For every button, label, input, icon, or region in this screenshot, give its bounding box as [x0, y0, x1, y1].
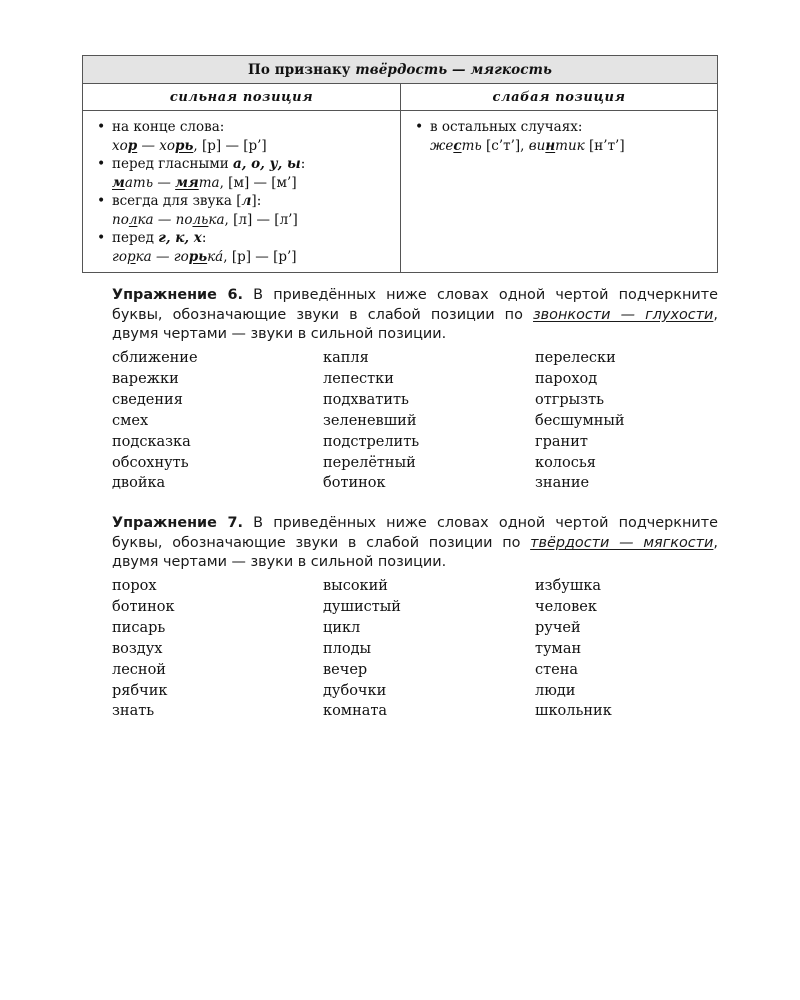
- exercise-7-word-list: [112, 576, 718, 722]
- exercise-6-word: лепестки: [323, 370, 394, 387]
- weak-position-item-label: в остальных случаях:: [430, 119, 583, 135]
- exercise-7-word: туман: [535, 640, 582, 657]
- weak-position-example-part: с: [453, 137, 462, 154]
- strong-position-example-part: ка — по: [137, 211, 193, 228]
- weak-position-example-part: ть: [461, 137, 482, 154]
- strong-position-item-label: [112, 156, 305, 172]
- exercise-6-word: пароход: [535, 370, 598, 387]
- weak-position-item-example: [430, 137, 709, 156]
- strong-position-example-part: , [м] — [м’]: [219, 174, 297, 191]
- exercise-7-word: дубочки: [323, 682, 387, 699]
- exercise-6-word: зеленевший: [323, 412, 417, 429]
- strong-position-example-part: , [р] — [р’]: [193, 137, 267, 154]
- strong-position-item: [97, 229, 392, 266]
- exercise-7-word: избушка: [535, 578, 602, 594]
- weak-position-item: [415, 118, 709, 155]
- strong-position-example-part: рь: [175, 137, 194, 154]
- weak-position-example-part: тик: [555, 137, 585, 154]
- strong-position-label-part: перед гласными: [112, 156, 234, 172]
- exercise-7-word: плоды: [323, 640, 372, 657]
- strong-position-label-part: а, о, у, ы: [233, 156, 301, 172]
- weak-position-example-part: же: [430, 137, 454, 154]
- exercise-6-word: перелётный: [323, 454, 416, 471]
- exercise-7-word: школьник: [535, 703, 612, 720]
- exercise-6-word: двойка: [112, 475, 166, 492]
- exercise-7-word: воздух: [112, 640, 163, 657]
- strong-position-item-example: [112, 248, 392, 267]
- exercise-6-word: перелески: [535, 350, 616, 366]
- strong-position-item: [97, 118, 392, 155]
- table-title-term: твёрдость — мягкость: [355, 61, 552, 78]
- strong-position-item-example: [112, 211, 392, 230]
- exercise-6-word: капля: [323, 350, 369, 366]
- strong-position-label-part: л: [241, 193, 252, 209]
- exercise-7-word: ручей: [535, 619, 581, 636]
- weak-position-example-part: [н’т’]: [584, 137, 625, 154]
- strong-position-item-label: [112, 193, 261, 209]
- exercise-6-word: гранит: [535, 433, 588, 450]
- exercise-6-word: смех: [112, 412, 149, 429]
- strong-position-item: [97, 192, 392, 229]
- strong-position-example-part: ка́: [207, 248, 224, 265]
- exercise-6-word: подстрелить: [323, 433, 420, 450]
- table-title: [83, 56, 718, 84]
- exercise-6-word: отгрызть: [535, 391, 604, 408]
- strong-position-example-part: — хо: [137, 137, 176, 154]
- exercise-7-word: знать: [112, 703, 155, 720]
- strong-position-example-part: ка — го: [135, 248, 189, 265]
- strong-position-item-label: [112, 230, 206, 246]
- strong-position-example-part: , [л] — [л’]: [224, 211, 298, 228]
- strong-position-example-part: го: [112, 248, 127, 265]
- strong-position-example-part: р: [126, 248, 136, 265]
- exercise-6-word: обсохнуть: [112, 454, 189, 471]
- exercise-6-word-list: [112, 348, 718, 494]
- strong-position-example-part: , [р] — [р’]: [223, 248, 297, 265]
- strong-position-label-part: ]:: [251, 193, 262, 209]
- exercise-7-word: цикл: [323, 619, 361, 636]
- exercise-6-text-end: , двумя чертами — звуки в сильной позиции.: [112, 306, 718, 342]
- exercise-7-word: ботинок: [112, 598, 175, 615]
- strong-position-example-part: ль: [192, 211, 209, 228]
- strong-position-label-part: :: [300, 156, 306, 172]
- exercise-6-word: знание: [535, 475, 590, 492]
- exercise-7-word: стена: [535, 661, 579, 678]
- exercise-6-word: колосья: [535, 454, 596, 471]
- column-header-weak: слабая позиция: [401, 84, 718, 111]
- exercise-7-text: В приведённых ниже словах одной чертой подчеркните буквы, обозначающие звуки в слабой позиции по: [112, 515, 718, 551]
- strong-position-item-example: [112, 137, 392, 156]
- strong-position-example-part: м: [112, 174, 125, 191]
- strong-position-example-part: л: [128, 211, 138, 228]
- column-header-strong: сильная позиция: [83, 84, 401, 111]
- weak-position-list: [415, 118, 709, 155]
- strong-position-item: [97, 155, 392, 192]
- exercise-6-word: бесшумный: [535, 412, 625, 429]
- strong-position-example-part: по: [112, 211, 129, 228]
- exercise-7-word: вечер: [323, 661, 368, 678]
- exercise-7-number: Упражнение 7.: [112, 515, 243, 531]
- strong-position-example-part: рь: [188, 248, 208, 265]
- exercise-7-word: люди: [535, 682, 576, 699]
- exercise-6-word: ботинок: [323, 475, 386, 492]
- strong-position-label-part: всегда для звука [: [112, 193, 242, 209]
- exercise-6-word: подхватить: [323, 391, 409, 408]
- strong-position-example-part: мя: [175, 174, 199, 191]
- exercise-6-word: варежки: [112, 370, 179, 387]
- exercise-6-word: сведения: [112, 391, 183, 408]
- weak-position-cell: [401, 111, 718, 273]
- exercise-7-instruction: [112, 514, 718, 573]
- strong-position-example-part: ка: [208, 211, 225, 228]
- exercise-7-word: рябчик: [112, 682, 168, 699]
- exercise-7-word: комната: [323, 703, 388, 720]
- weak-position-example-part: ви: [528, 137, 546, 154]
- weak-position-example-part: н: [545, 137, 556, 154]
- strong-position-example-part: та: [198, 174, 220, 191]
- strong-position-item-label: на конце слова:: [112, 119, 225, 135]
- exercise-6-word: подсказка: [112, 433, 191, 450]
- exercise-7-word: душистый: [323, 598, 401, 615]
- exercise-6-text: В приведённых ниже словах одной чертой подчеркните буквы, обозначающие звуки в слабой позиции по: [112, 287, 718, 323]
- strong-position-example-part: р: [127, 137, 138, 154]
- exercise-6-word: сближение: [112, 350, 198, 366]
- exercise-7-text-end: , двумя чертами — звуки в сильной позиции.: [112, 534, 718, 570]
- strong-position-label-part: :: [201, 230, 207, 246]
- rule-table: [82, 55, 718, 273]
- exercise-7-word: человек: [535, 598, 597, 615]
- strong-position-label-part: перед: [112, 230, 159, 246]
- weak-position-example-part: [с’т’],: [481, 137, 529, 154]
- exercise-7-word: порох: [112, 578, 157, 594]
- strong-position-cell: [83, 111, 401, 273]
- exercise-6-number: Упражнение 6.: [112, 287, 243, 303]
- exercise-7-word: писарь: [112, 619, 166, 636]
- table-title-prefix: По признаку: [248, 61, 356, 78]
- exercise-7-word: высокий: [323, 578, 388, 594]
- strong-position-example-part: ать —: [124, 174, 176, 191]
- exercise-6-instruction: [112, 286, 718, 345]
- exercise-7-term: твёрдости — мягкости: [530, 534, 714, 551]
- exercise-6-term: звонкости — глухости: [533, 306, 714, 323]
- strong-position-item-example: [112, 174, 392, 193]
- strong-position-list: [97, 118, 392, 266]
- exercise-7-word: лесной: [112, 661, 166, 678]
- strong-position-example-part: хо: [112, 137, 128, 154]
- strong-position-label-part: г, к, х: [158, 230, 202, 246]
